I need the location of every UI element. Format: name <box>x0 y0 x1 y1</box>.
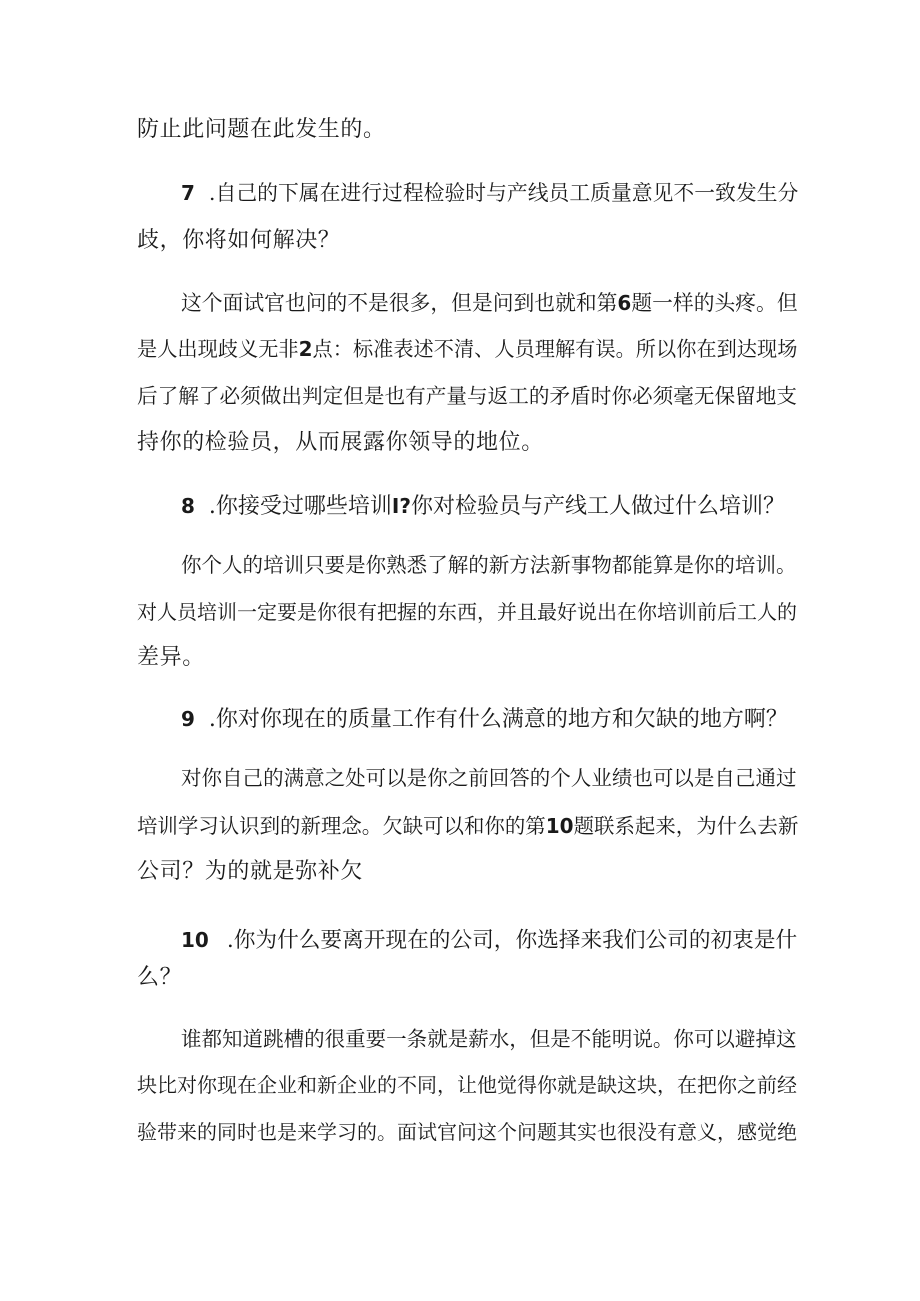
paragraph-line: 谁都知道跳槽的很重要一条就是薪水，但是不能明说。你可以避掉这 <box>181 1027 797 1051</box>
question-7-line: 7 .自己的下属在进行过程检验时与产线员工质量意见不一致发生分 <box>181 178 797 208</box>
paragraph-line: 么？ <box>137 965 183 990</box>
question-number: 8 <box>181 494 195 518</box>
question-number: 7 <box>181 181 195 205</box>
paragraph-line: 培训学习认识到的新理念。欠缺可以和你的第10题联系起来，为什么去新 <box>137 814 799 838</box>
question-number: 9 <box>181 707 195 731</box>
paragraph-line: 公司？为的就是弥补欠 <box>137 859 364 884</box>
paragraph-line: 差异。 <box>137 645 205 670</box>
paragraph-line: 防止此问题在此发生的。 <box>137 117 386 142</box>
question-number: 10 <box>181 928 209 952</box>
paragraph-line: 对人员培训一定要是你很有把握的东西，并且最好说出在你培训前后工人的 <box>137 600 797 624</box>
paragraph-line: 你个人的培训只要是你熟悉了解的新方法新事物都能算是你的培训。 <box>181 553 797 577</box>
paragraph-line: 对你自己的满意之处可以是你之前回答的个人业绩也可以是自己通过 <box>181 766 797 790</box>
paragraph-line: 歧，你将如何解决？ <box>137 228 341 253</box>
question-10-line: 10 .你为什么要离开现在的公司，你选择来我们公司的初衷是什 <box>181 925 797 956</box>
paragraph-line: 这个面试官也问的不是很多，但是问到也就和第6题一样的头疼。但 <box>181 291 798 315</box>
paragraph-line: 验带来的同时也是来学习的。面试官问这个问题其实也很没有意义，感觉绝 <box>137 1120 797 1144</box>
question-9-line: 9 .你对你现在的质量工作有什么满意的地方和欠缺的地方啊？ <box>181 704 797 735</box>
paragraph-line: 持你的检验员，从而展露你领导的地位。 <box>137 430 544 455</box>
paragraph-line: 块比对你现在企业和新企业的不同，让他觉得你就是缺这块，在把你之前经 <box>137 1073 797 1097</box>
question-8-line: 8 .你接受过哪些培训I?你对检验员与产线工人做过什么培训？ <box>181 491 797 522</box>
paragraph-line: 后了解了必须做出判定但是也有产量与返工的矛盾时你必须毫无保留地支 <box>137 384 798 408</box>
paragraph-line: 是人出现歧义无非2点：标准表述不清、人员理解有误。所以你在到达现场 <box>137 337 798 361</box>
